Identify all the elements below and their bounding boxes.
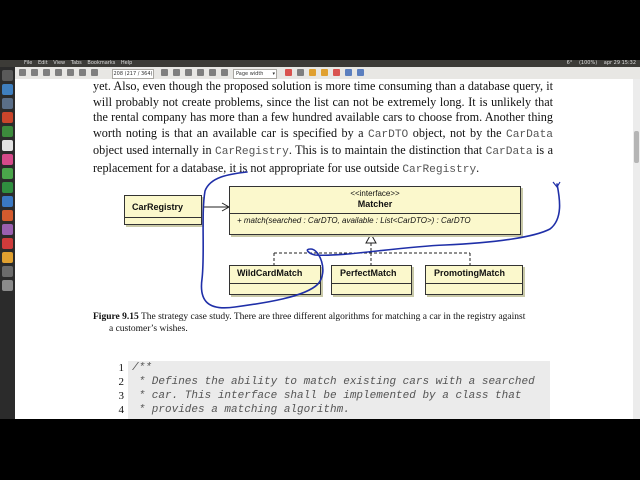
cut-icon[interactable] [285,69,292,76]
uml-class-perfectmatch [331,265,412,295]
settings-icon[interactable] [2,266,13,277]
system-menu-bar [0,60,640,67]
uml-class-carregistry [124,195,202,225]
class-name: WildCardMatch [237,268,303,278]
spreadsheet-icon[interactable] [2,182,13,193]
presentation-icon[interactable] [2,210,13,221]
text-run: object used internally in [93,143,215,157]
rotate-icon[interactable] [221,69,228,76]
class-name: PromotingMatch [434,268,505,278]
pan-icon[interactable] [357,69,364,76]
fit-width-icon[interactable] [197,69,204,76]
line-number: 1 [118,362,124,374]
text-run: is a replacement for a database, it is not appropriate for use outside [93,143,553,175]
uml-class-wildcardmatch [229,265,321,295]
forward-icon[interactable] [31,69,38,76]
code-listing [128,361,550,419]
app-icon[interactable] [2,154,13,165]
vertical-scrollbar[interactable] [633,79,640,419]
copy-icon[interactable] [297,69,304,76]
code-line: * provides a matching algorithm. [132,404,350,416]
battery-indicator[interactable]: (100%) [578,60,598,66]
menu-file[interactable]: File [24,60,33,66]
inline-code: CarData [485,146,533,158]
app-icon[interactable] [2,168,13,179]
fit-page-icon[interactable] [185,69,192,76]
previous-page-icon[interactable] [67,69,74,76]
back-icon[interactable] [19,69,26,76]
uml-interface-matcher [229,186,521,235]
select-icon[interactable] [345,69,352,76]
class-name: CarRegistry [132,202,184,212]
app-icon[interactable] [2,238,13,249]
zoom-select[interactable] [233,69,277,79]
class-divider [426,283,522,284]
next-page-icon[interactable] [79,69,86,76]
system-tray [562,60,636,67]
text-run: . This is to maintain the distinction that [288,143,486,157]
clock[interactable]: apr 29 15:32 [603,60,636,66]
letterbox [0,419,640,480]
pen-icon[interactable] [309,69,316,76]
class-divider [332,283,411,284]
page-number-field[interactable]: 208 (217 / 364) [113,71,153,77]
temperature-indicator[interactable]: 6° [566,60,573,66]
document-page[interactable] [15,79,640,419]
class-divider [230,213,520,214]
files-icon[interactable] [2,84,13,95]
stereotype-label: <<interface>> [350,189,400,198]
launcher [0,67,15,419]
app-icon[interactable] [2,98,13,109]
document-icon[interactable] [2,196,13,207]
highlighter-icon[interactable] [321,69,328,76]
code-line-numbers [108,361,124,417]
app-icon[interactable] [2,224,13,235]
rotate-icon[interactable] [209,69,216,76]
class-divider [125,217,201,218]
app-icon[interactable] [2,140,13,151]
menu-tabs[interactable]: Tabs [70,60,82,66]
app-icon[interactable] [2,126,13,137]
zoom-label: Page width [236,71,264,77]
inline-code: CarRegistry [215,146,289,158]
code-line: * car. This interface shall be implemented by a class that [132,390,522,402]
menu-view[interactable]: View [53,60,66,66]
zoom-in-icon[interactable] [173,69,180,76]
class-divider [230,283,320,284]
text-run: yet. Also, even though the proposed solution is more time consuming than a database query, it will probably not create problems, since the list can not be extremely long. It is unlikely that the rental company has more than a few hundred available cars to choose from. Another thing worth noting is that an available car is specified by a [93,79,553,140]
menu-edit[interactable]: Edit [37,60,48,66]
code-line: * Defines the ability to match existing cars with a searched [132,376,535,388]
caption-continuation: a customer’s wishes. [109,324,188,334]
text-run: object, not by the [408,125,506,140]
app-menu [24,60,136,67]
inline-code: CarDTO [367,128,409,141]
operation-signature: + match(searched : CarDTO, available : List<CarDTO>) : CarDTO [237,216,471,225]
inline-code: CarRegistry [402,163,477,176]
line-number: 2 [118,376,124,388]
chevron-down-icon: ▾ [272,71,275,77]
last-page-icon[interactable] [91,69,98,76]
app-icon[interactable] [2,112,13,123]
caption-text: The strategy case study. There are three different algorithms for matching a car in the registry against [138,312,526,322]
dash-icon[interactable] [2,70,13,81]
eraser-icon[interactable] [333,69,340,76]
first-page-icon[interactable] [55,69,62,76]
class-name: PerfectMatch [340,268,397,278]
app-icon[interactable] [2,252,13,263]
realization-arrowhead [366,234,376,243]
zoom-out-icon[interactable] [161,69,168,76]
code-line: /** [132,362,152,374]
figure-label: Figure 9.15 [93,312,139,322]
uml-class-promotingmatch [425,265,523,295]
app-icon[interactable] [2,280,13,291]
home-icon[interactable] [43,69,50,76]
interface-name: Matcher [357,199,393,209]
menu-bookmarks[interactable]: Bookmarks [87,60,116,66]
scrollbar-thumb[interactable] [634,131,639,163]
line-number: 3 [118,390,124,402]
line-number: 4 [118,404,124,416]
figure-caption [93,311,563,335]
text-run: . [476,160,480,175]
inline-code: CarData [506,128,553,141]
menu-help[interactable]: Help [120,60,133,66]
